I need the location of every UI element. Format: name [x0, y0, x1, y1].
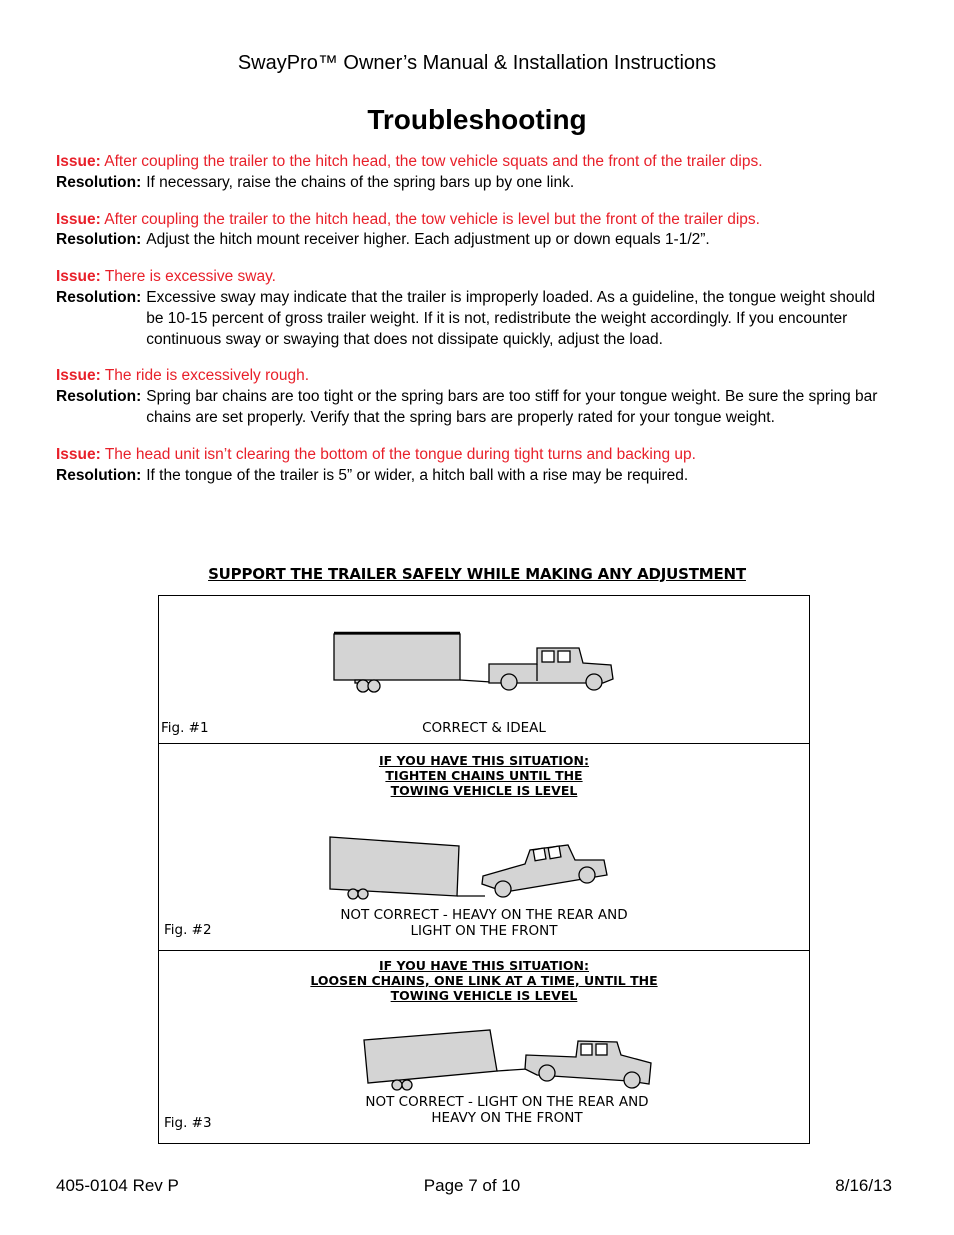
issue-text: The head unit isn’t clearing the bottom of the tongue during tight turns and backing up. — [104, 445, 696, 463]
warning-line: LOOSEN CHAINS, ONE LINK AT A TIME, UNTIL THE — [310, 973, 658, 988]
resolution-label: Resolution: — [56, 288, 142, 306]
troubleshooting-item — [56, 267, 896, 350]
figure-caption — [182, 1094, 832, 1126]
resolution-text: Excessive sway may indicate that the trailer is improperly loaded. As a guideline, the tongue weight should be 10-15 percent of gross trailer weight. If it is not, redistribute the weight accordingly. If you encounter continuous sway or swaying that does not dissipate quickly, adjust the load. — [146, 288, 876, 348]
warning-line: TOWING VEHICLE IS LEVEL — [390, 783, 578, 798]
caption-line: NOT CORRECT - LIGHT ON THE REAR AND — [365, 1094, 649, 1110]
figure-warning — [159, 753, 809, 798]
figure-caption — [159, 720, 809, 736]
resolution-text: Spring bar chains are too tight or the spring bars are too stiff for your tongue weight. Be sure the spring bar chains are set properly. Verify that the spring bars are properly rated for your tongue weight. — [146, 388, 878, 426]
issue-line — [56, 366, 896, 387]
issue-line — [56, 445, 896, 466]
issue-line — [56, 267, 896, 288]
page-title: Troubleshooting — [367, 104, 587, 135]
resolution-line — [56, 230, 896, 251]
footer-doc-number: 405-0104 Rev P — [56, 1176, 179, 1195]
figure-warning — [159, 958, 809, 1003]
issue-label: Issue: — [56, 153, 101, 170]
footer-page-number: Page 7 of 10 — [423, 1176, 521, 1195]
issue-text: The ride is excessively rough. — [104, 367, 310, 385]
figure-caption — [159, 907, 809, 939]
resolution-text: If the tongue of the trailer is 5” or wider, a hitch ball with a rise may be required. — [146, 466, 689, 484]
resolution-label: Resolution: — [56, 173, 142, 191]
troubleshooting-item — [56, 366, 896, 428]
caption-line: HEAVY ON THE FRONT — [431, 1110, 583, 1126]
caption-line: LIGHT ON THE FRONT — [410, 923, 558, 939]
figure-label: Fig. #3 — [164, 1115, 212, 1131]
issue-label: Issue: — [56, 268, 101, 286]
issue-text: After coupling the trailer to the hitch head, the tow vehicle is level but the front of the trailer dips. — [104, 210, 760, 228]
figure-3-panel — [159, 951, 809, 1143]
trailer-truck-level-illustration — [331, 631, 621, 696]
resolution-text: Adjust the hitch mount receiver higher. Each adjustment up or down equals 1-1/2”. — [146, 231, 710, 249]
support-heading: SUPPORT THE TRAILER SAFELY WHILE MAKING ANY ADJUSTMENT — [208, 565, 746, 583]
warning-line: IF YOU HAVE THIS SITUATION: — [378, 958, 590, 973]
troubleshooting-item — [56, 210, 896, 252]
issue-label: Issue: — [56, 367, 101, 385]
issue-line — [56, 152, 896, 173]
trailer-truck-nose-high-illustration — [359, 1027, 659, 1097]
figure-1-panel — [159, 596, 809, 744]
support-heading-wrap — [0, 565, 954, 584]
issue-line — [56, 210, 896, 231]
trailer-truck-squat-illustration — [325, 834, 615, 904]
resolution-label: Resolution: — [56, 231, 142, 249]
warning-line: IF YOU HAVE THIS SITUATION: — [378, 753, 590, 768]
troubleshooting-list — [56, 152, 896, 502]
issue-label: Issue: — [56, 445, 101, 463]
resolution-label: Resolution: — [56, 388, 142, 406]
document-header: SwayPro™ Owner’s Manual & Installation Instructions — [237, 52, 717, 74]
caption-line: NOT CORRECT - HEAVY ON THE REAR AND — [340, 907, 628, 923]
resolution-line — [56, 466, 896, 487]
resolution-label: Resolution: — [56, 466, 142, 484]
issue-text: After coupling the trailer to the hitch head, the tow vehicle squats and the front of the trailer dips. — [104, 153, 763, 170]
troubleshooting-item — [56, 152, 896, 194]
figure-label: Fig. #2 — [164, 922, 212, 938]
resolution-text: If necessary, raise the chains of the spring bars up by one link. — [146, 173, 575, 191]
figure-label: Fig. #1 — [161, 720, 209, 736]
troubleshooting-item — [56, 445, 896, 487]
warning-line: TOWING VEHICLE IS LEVEL — [390, 988, 578, 1003]
resolution-line — [56, 288, 896, 350]
figure-box — [158, 595, 810, 1144]
resolution-line — [56, 173, 896, 194]
figure-2-panel — [159, 744, 809, 951]
resolution-line — [56, 387, 896, 429]
issue-text: There is excessive sway. — [104, 268, 276, 286]
caption-line: CORRECT & IDEAL — [422, 720, 546, 736]
footer-date: 8/16/13 — [835, 1176, 892, 1195]
warning-line: TIGHTEN CHAINS UNTIL THE — [385, 768, 583, 783]
issue-label: Issue: — [56, 210, 101, 228]
